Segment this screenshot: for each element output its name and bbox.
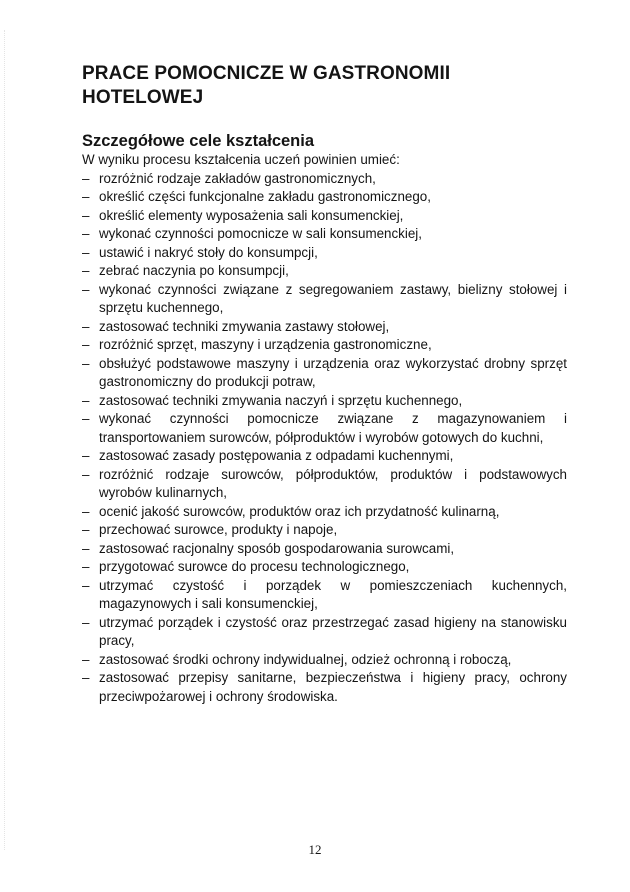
- list-item-text: określić elementy wyposażenia sali konsumenckiej,: [99, 207, 404, 223]
- bullet-dash: –: [82, 355, 90, 371]
- bullet-dash: –: [82, 614, 90, 630]
- list-item: [82, 244, 567, 263]
- list-item: [82, 392, 567, 411]
- list-item: [82, 558, 567, 577]
- list-item: [82, 170, 567, 189]
- list-item: [82, 225, 567, 244]
- list-item: [82, 410, 567, 447]
- list-item: [82, 207, 567, 226]
- list-item: [82, 466, 567, 503]
- list-item-text: przechować surowce, produkty i napoje,: [99, 522, 338, 537]
- bullet-dash: –: [82, 318, 90, 334]
- bullet-dash: –: [82, 226, 90, 241]
- objectives-list: [82, 170, 567, 707]
- bullet-dash: –: [82, 263, 90, 278]
- list-item: [82, 262, 567, 281]
- bullet-dash: –: [82, 281, 90, 297]
- list-item-text: zebrać naczynia po konsumpcji,: [99, 263, 289, 278]
- list-item-text: przygotować surowce do procesu technologicznego,: [99, 559, 410, 574]
- list-item: [82, 447, 567, 466]
- list-item-text: określić części funkcjonalne zakładu gastronomicznego,: [99, 189, 431, 204]
- section-heading: Szczegółowe cele kształcenia: [82, 132, 315, 150]
- list-item: [82, 281, 567, 318]
- bullet-dash: –: [82, 448, 90, 463]
- bullet-dash: –: [82, 522, 90, 537]
- bullet-dash: –: [82, 244, 90, 260]
- list-item-text: zastosować techniki zmywania naczyń i sprzętu kuchennego,: [99, 392, 463, 408]
- list-item: [82, 188, 567, 207]
- list-item-text: utrzymać czystość i porządek w pomieszczeniach kuchennych, magazynowych i sali konsumenckiej,: [99, 577, 567, 611]
- list-item-text: zastosować środki ochrony indywidualnej, odzież ochronną i roboczą,: [99, 651, 512, 667]
- list-item-text: wykonać czynności pomocnicze w sali konsumenckiej,: [99, 226, 422, 241]
- bullet-dash: –: [82, 651, 90, 667]
- bullet-dash: –: [82, 559, 90, 574]
- list-item-text: zastosować racjonalny sposób gospodarowania surowcami,: [99, 540, 455, 556]
- list-item-text: zastosować techniki zmywania zastawy stołowej,: [99, 318, 390, 334]
- list-item-text: rozróżnić rodzaje zakładów gastronomicznych,: [99, 170, 376, 186]
- bullet-dash: –: [82, 392, 90, 408]
- list-item-text: ustawić i nakryć stoły do konsumpcji,: [99, 244, 318, 260]
- list-item-text: obsłużyć podstawowe maszyny i urządzenia oraz wykorzystać drobny sprzęt gastronomiczny do produkcji potraw,: [99, 355, 567, 389]
- list-item-text: utrzymać porządek i czystość oraz przestrzegać zasad higieny na stanowisku pracy,: [99, 614, 567, 648]
- list-item-text: ocenić jakość surowców, produktów oraz ich przydatność kulinarną,: [99, 503, 500, 519]
- bullet-dash: –: [82, 503, 90, 519]
- list-item-text: wykonać czynności pomocnicze związane z magazynowaniem i transportowaniem surowców, półproduktów i wyrobów gotowych do kuchni,: [99, 411, 567, 445]
- list-item-text: wykonać czynności związane z segregowaniem zastawy, bielizny stołowej i sprzętu kuchennego,: [99, 281, 567, 315]
- list-item: [82, 503, 567, 522]
- list-item-text: rozróżnić sprzęt, maszyny i urządzenia gastronomiczne,: [99, 337, 432, 352]
- bullet-dash: –: [82, 577, 90, 593]
- page-title: PRACE POMOCNICZE W GASTRONOMII HOTELOWEJ: [82, 63, 451, 108]
- list-item-text: zastosować przepisy sanitarne, bezpieczeństwa i higieny pracy, ochrony przeciwpożarowej i ochrony środowiska.: [99, 670, 567, 704]
- list-item: [82, 318, 567, 337]
- list-item: [82, 669, 567, 706]
- list-item: [82, 540, 567, 559]
- bullet-dash: –: [82, 411, 90, 426]
- bullet-dash: –: [82, 170, 90, 186]
- list-item: [82, 355, 567, 392]
- page-number: 12: [308, 842, 322, 857]
- list-item: [82, 577, 567, 614]
- list-item: [82, 614, 567, 651]
- bullet-dash: –: [82, 466, 90, 482]
- bullet-dash: –: [82, 337, 90, 352]
- bullet-dash: –: [82, 670, 90, 685]
- intro-text: W wyniku procesu kształcenia uczeń powinien umieć:: [82, 152, 400, 167]
- scan-edge-marks: [4, 30, 6, 850]
- list-item: [82, 336, 567, 355]
- objectives-section: [82, 131, 567, 706]
- bullet-dash: –: [82, 189, 90, 204]
- bullet-dash: –: [82, 207, 90, 223]
- bullet-dash: –: [82, 540, 90, 556]
- list-item: [82, 521, 567, 540]
- list-item: [82, 651, 567, 670]
- list-item-text: zastosować zasady postępowania z odpadami kuchennymi,: [99, 448, 454, 463]
- list-item-text: rozróżnić rodzaje surowców, półproduktów, produktów i podstawowych wyrobów kulinarnych,: [99, 466, 567, 500]
